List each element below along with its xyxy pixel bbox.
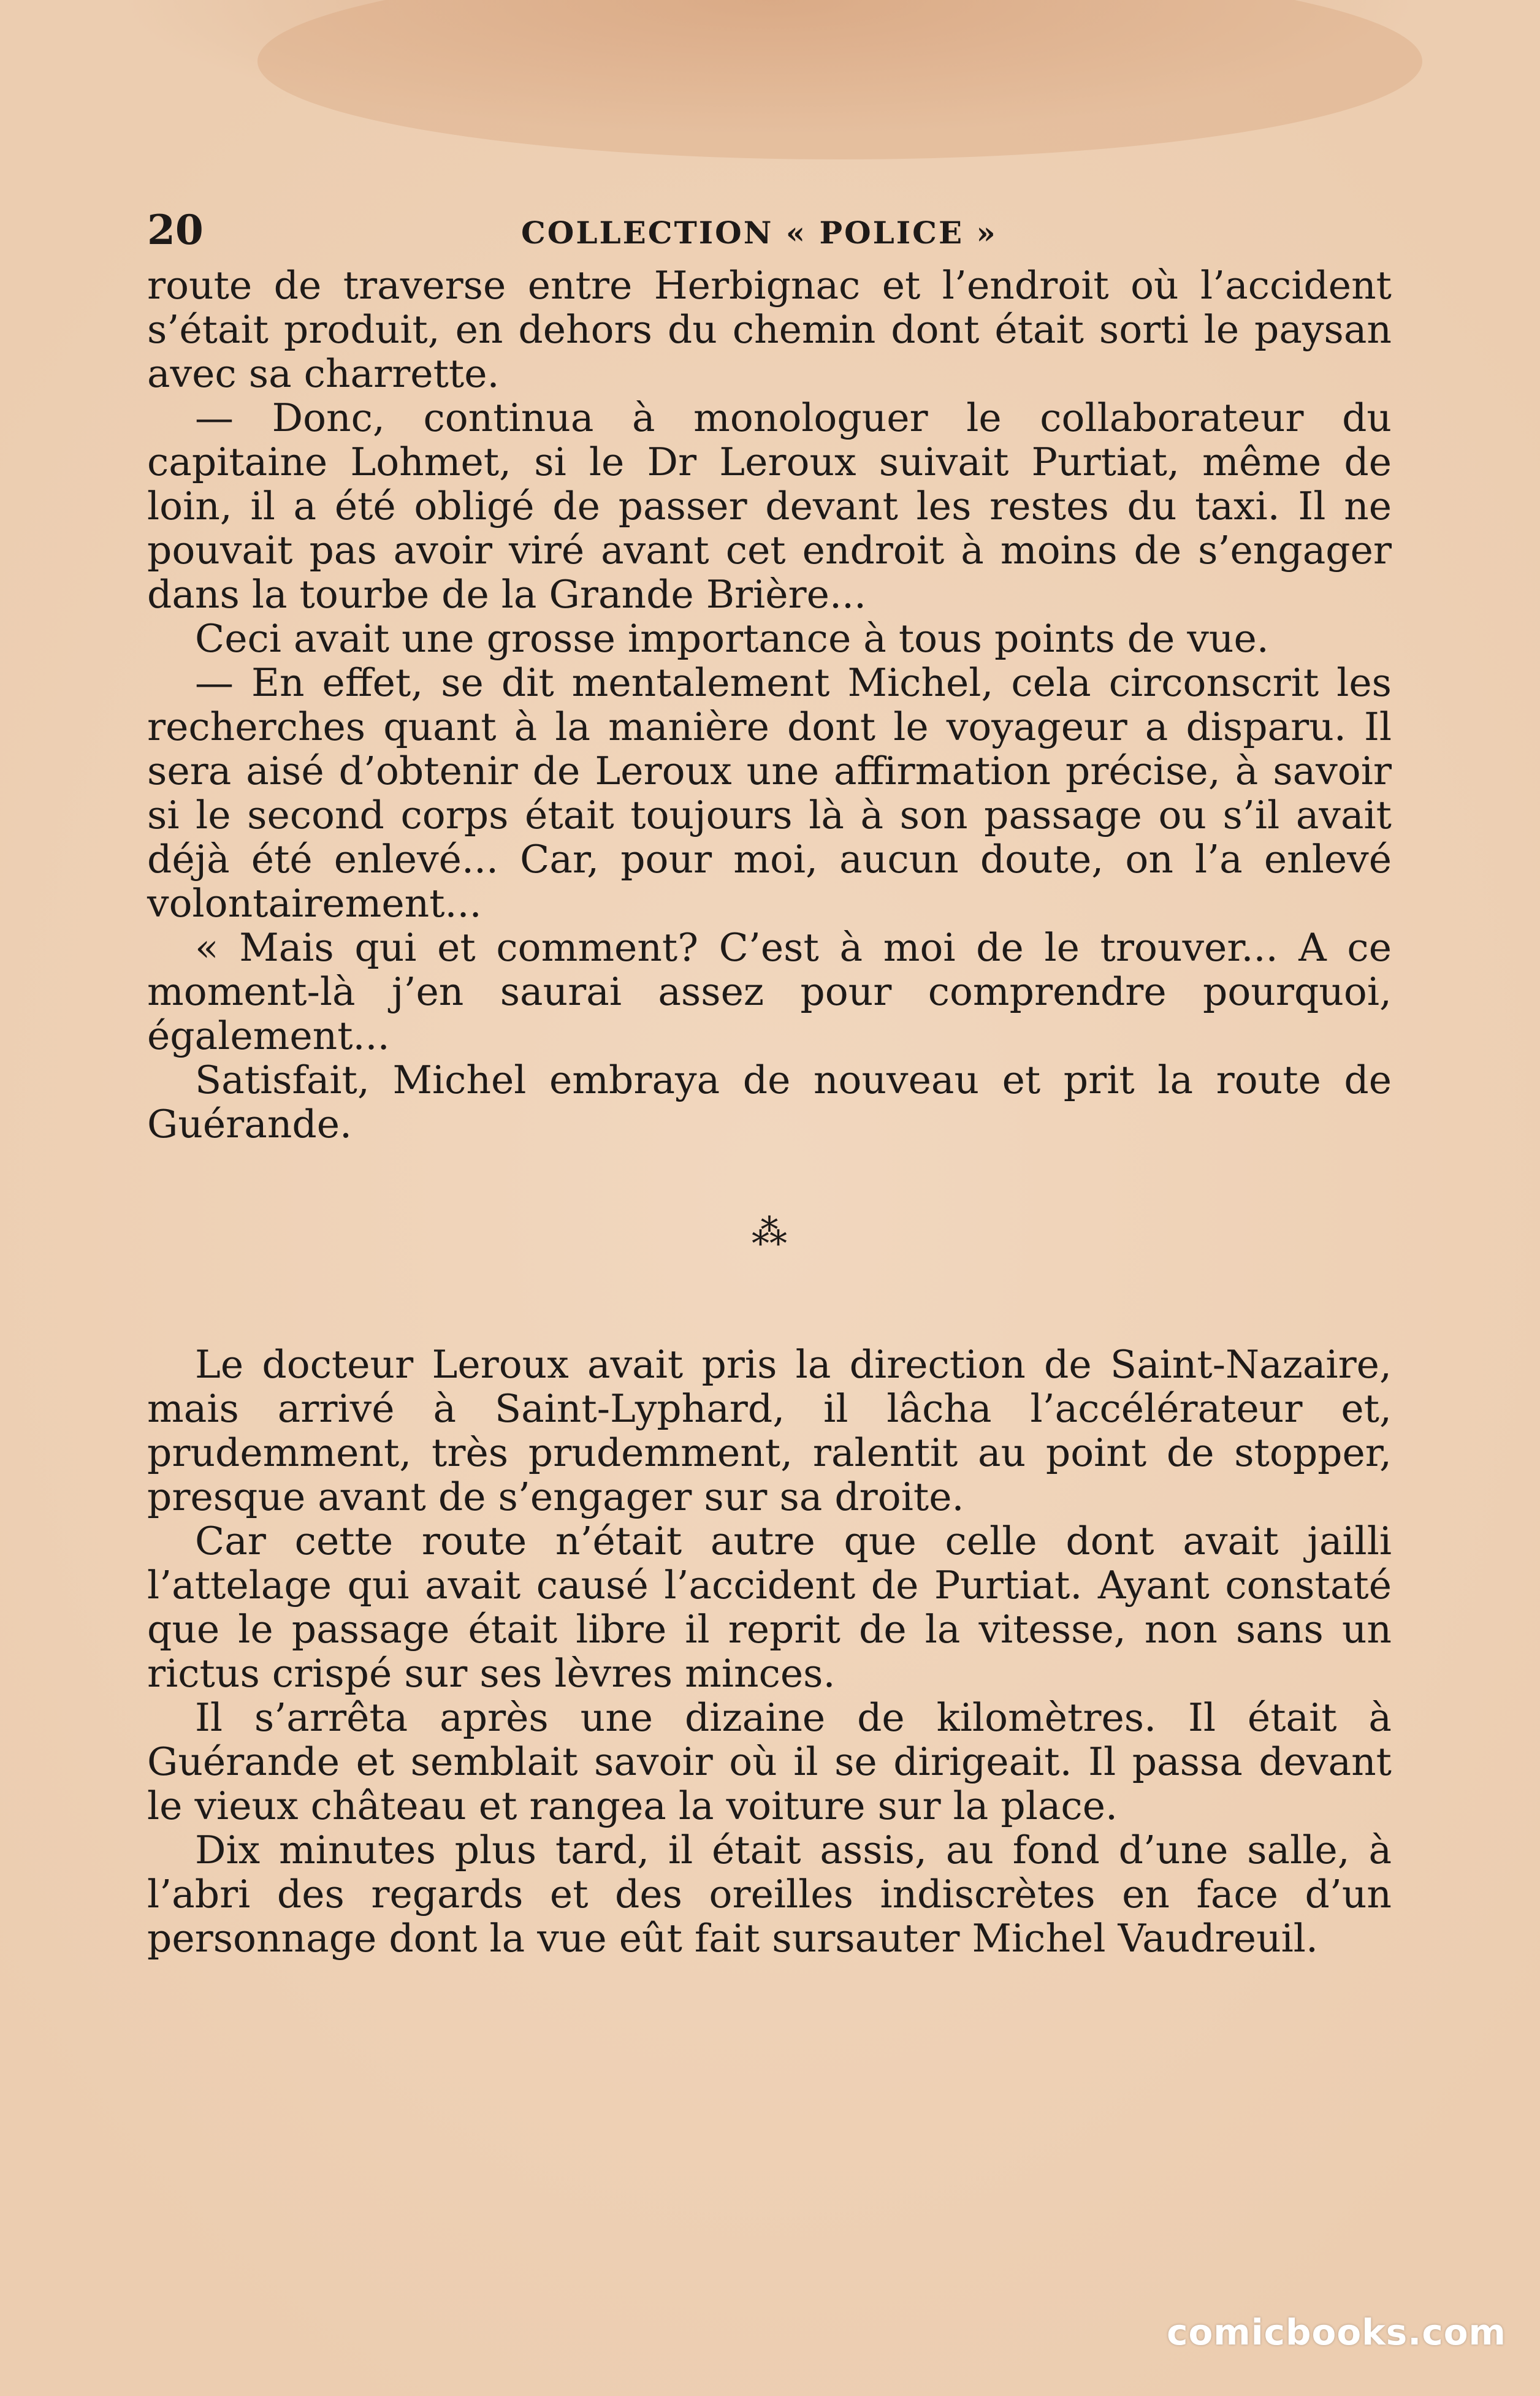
paragraph: Il s’arrêta après une dizaine de kilomètres. Il était à Guérande et semblait savoir où il se dirigeait. Il passa devant le vieux château et rangea la voiture sur la place. [147, 1695, 1392, 1828]
paragraph: « Mais qui et comment? C’est à moi de le trouver... A ce moment-là j’en saurai assez pour comprendre pourquoi, également... [147, 925, 1392, 1058]
page-number: 20 [147, 206, 204, 254]
asterism-glyph: ⁂ [752, 1211, 787, 1253]
section-break [147, 1211, 1392, 1253]
paragraph: — Donc, continua à monologuer le collaborateur du capitaine Lohmet, si le Dr Leroux suivait Purtiat, même de loin, il a été obligé de passer devant les restes du taxi. Il ne pouvait pas avoir viré avant cet endroit à moins de s’engager dans la tourbe de la Grande Brière... [147, 395, 1392, 617]
site-watermark: comicbooks.com [1167, 2311, 1506, 2353]
paragraph: Satisfait, Michel embraya de nouveau et prit la route de Guérande. [147, 1058, 1392, 1146]
page-header [147, 202, 1392, 264]
paragraph: Car cette route n’était autre que celle dont avait jailli l’attelage qui avait causé l’accident de Purtiat. Ayant constaté que le passage était libre il reprit de la vitesse, non sans un rictus crispé sur ses lèvres minces. [147, 1519, 1392, 1696]
book-page [147, 202, 1392, 1961]
paragraph: Dix minutes plus tard, il était assis, au fond d’une salle, à l’abri des regards et des oreilles indiscrètes en face d’un personnage dont la vue eût fait sursauter Michel Vaudreuil. [147, 1828, 1392, 1961]
paragraph: Ceci avait une grosse importance à tous points de vue. [195, 616, 1269, 661]
water-stain [257, 0, 1422, 159]
paragraph: Le docteur Leroux avait pris la direction de Saint-Nazaire, mais arrivé à Saint-Lyphard, il lâcha l’accélérateur et, prudemment, très prudemment, ralentit au point de stopper, presque avant de s’engager sur sa droite. [147, 1342, 1392, 1519]
body-text [147, 264, 1392, 1961]
running-title: COLLECTION « POLICE » [521, 215, 997, 251]
paragraph: — En effet, se dit mentalement Michel, cela circonscrit les recherches quant à la manière dont le voyageur a disparu. Il sera aisé d’obtenir de Leroux une affirmation précise, à savoir si le second corps était toujours là à son passage ou s’il avait déjà été enlevé... Car, pour moi, aucun doute, on l’a enlevé volontairement... [147, 660, 1392, 926]
paragraph: route de traverse entre Herbignac et l’endroit où l’accident s’était produit, en dehors du chemin dont était sorti le paysan avec sa charrette. [147, 263, 1392, 396]
